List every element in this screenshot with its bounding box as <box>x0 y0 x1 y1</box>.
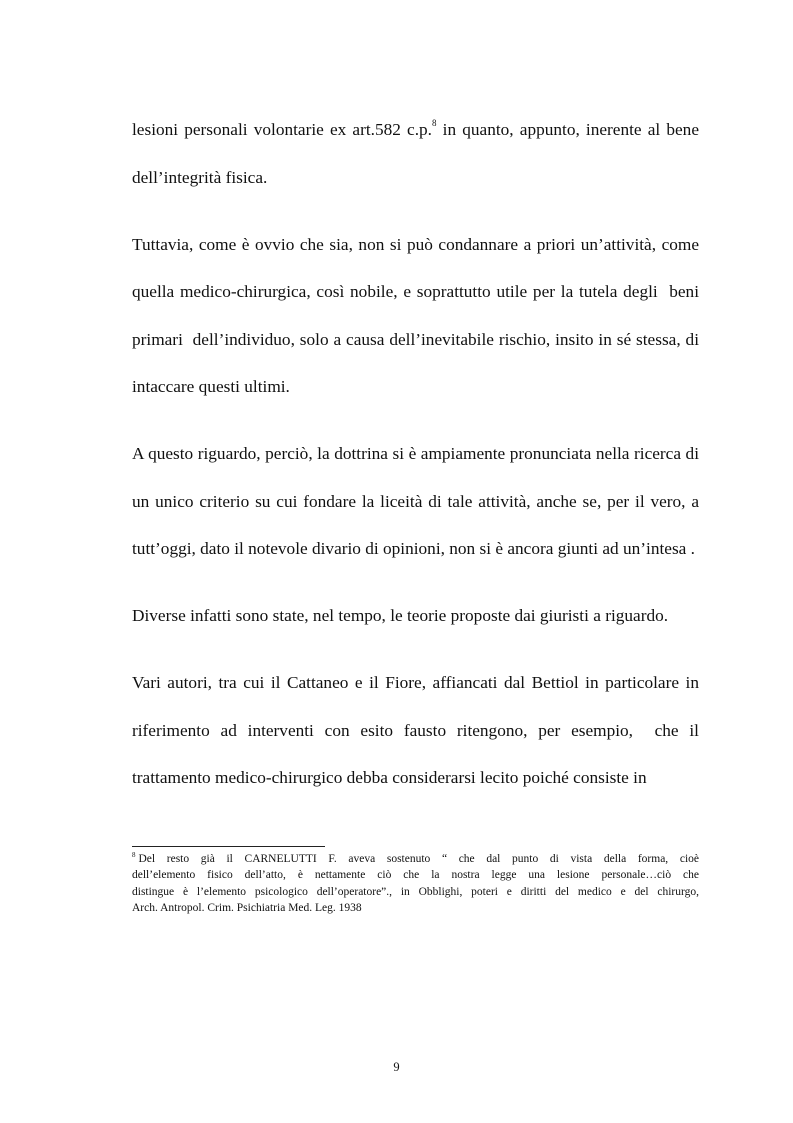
paragraph-4: Diverse infatti sono state, nel tempo, le teorie proposte dai giuristi a riguardo. <box>132 606 669 625</box>
paragraph-text: lesioni personali volontarie ex art.582 c.p. <box>132 120 433 139</box>
footnote-line: dell’elemento fisico dell’atto, è nettamente ciò che la nostra legge una lesione personale…ciò che <box>132 869 699 882</box>
footnote-line: distingue è l’elemento psicologico dell’operatore”., in Obblighi, poteri e diritti del medico e del chirurgo, <box>132 885 699 898</box>
footnote <box>132 851 699 916</box>
paragraph-text: in quanto, appunto, inerente al bene dell’integrità fisica. <box>132 120 704 187</box>
paragraph-2: Tuttavia, come è ovvio che sia, non si può condannare a priori un’attività, come quella medico-chirurgica, così nobile, e soprattutto utile per la tutela degli beni primari dell’individuo, solo a causa dell’inevitabile rischio, insito in sé stessa, di intaccare questi ultimi. <box>132 234 704 396</box>
footnote-line: Arch. Antropol. Crim. Psichiatria Med. Leg. 1938 <box>132 901 362 914</box>
footnote-reference: 8 <box>432 118 437 128</box>
paragraph-5: Vari autori, tra cui il Cattaneo e il Fiore, affiancati dal Bettiol in particolare in riferimento ad interventi con esito fausto ritengono, per esempio, che il trattamento medico-chirurgico debba considerarsi lecito poiché consiste in <box>132 673 704 787</box>
footnote-text: Del resto già il CARNELUTTI F. aveva sostenuto “ che dal punto di vista della forma, cioè <box>138 853 699 865</box>
page-number: 9 <box>393 1060 400 1074</box>
footnote-number: 8 <box>132 851 136 859</box>
body-text <box>132 106 704 821</box>
paragraph-3: A questo riguardo, perciò, la dottrina si è ampiamente pronunciata nella ricerca di un unico criterio su cui fondare la liceità di tale attività, anche se, per il vero, a tutt’oggi, dato il notevole divario di opinioni, non si è ancora giunti ad un’intesa . <box>132 444 704 558</box>
footnote-line <box>132 851 699 867</box>
footnote-separator <box>132 846 325 847</box>
paragraph-1 <box>132 106 704 201</box>
